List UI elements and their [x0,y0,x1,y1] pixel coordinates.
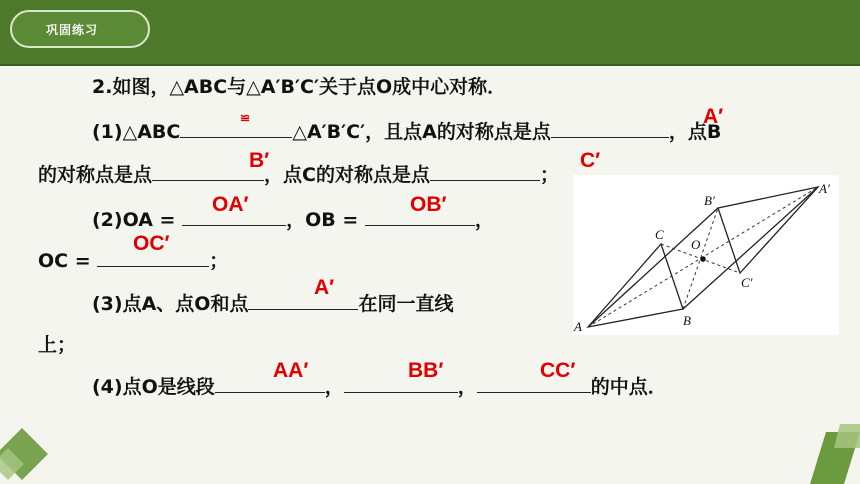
answer-segment-bb: BB′ [408,359,444,382]
geometry-figure [573,175,839,335]
header-divider [0,64,860,66]
q2-prefix: (2)OA = [92,209,176,231]
q1-end: ，点B [668,121,722,143]
q1-line2-end: ； [539,164,559,186]
label-o: O [691,237,701,252]
answer-congruent: ≌ [240,111,251,125]
q3-end: 在同一直线 [358,293,454,315]
q4-end: 的中点． [590,376,667,398]
q1-line1 [92,117,721,144]
q2-line2-end: ； [209,250,229,272]
answer-b-symmetric: B′ [249,149,270,172]
edge-a-b1 [588,208,718,327]
symmetry-diagram [573,175,839,335]
answer-c-symmetric: C′ [580,149,601,172]
answer-collinear-point: A′ [314,276,335,299]
center-point-o [700,256,706,262]
q1-a-blank [551,119,669,138]
answer-oa: OA′ [212,193,249,216]
label-c: C [655,227,664,242]
bottom-right-decoration [800,424,860,484]
answer-ob: OB′ [410,193,447,216]
section-label: 巩固练习 [10,10,150,48]
q1-line2 [38,160,559,187]
q4-sep2: ， [457,376,477,398]
answer-a-symmetric: A′ [703,105,724,128]
q3-prefix: (3)点A、点O和点 [92,293,249,315]
parallelogram-shape-small [834,424,860,448]
bottom-left-decoration [0,420,60,484]
q1-b-blank [152,162,264,181]
q2-mid: ，OB = [286,209,359,231]
q3-line2: 上； [38,334,77,356]
answer-segment-aa: AA′ [273,359,309,382]
q1-prefix: (1)△ABC [92,121,181,143]
answer-segment-cc: CC′ [540,359,576,382]
label-a: A [574,319,582,334]
q1-c-blank [430,162,540,181]
q1-congruence-blank [180,119,292,138]
label-b: B [683,313,691,328]
q4-line [92,372,667,399]
q1-line2-mid: ，点C的对称点是点 [264,164,430,186]
q3-line1 [92,289,453,316]
q4-sep1: ， [324,376,344,398]
q1-line2-prefix: 的对称点是点 [38,164,153,186]
q2-line2-prefix: OC = [38,250,91,272]
label-a-prime: A′ [819,181,830,196]
q1-mid: △A′B′C′，且点A的对称点是点 [292,121,551,143]
label-c-prime: C′ [741,275,753,290]
q2-end: ， [474,209,494,231]
answer-oc: OC′ [133,232,170,255]
q4-prefix: (4)点O是线段 [92,376,215,398]
q3-blank [248,291,358,310]
label-b-prime: B′ [704,193,715,208]
problem-title: 2.如图，△ABC与△A′B′C′关于点O成中心对称． [92,76,507,98]
